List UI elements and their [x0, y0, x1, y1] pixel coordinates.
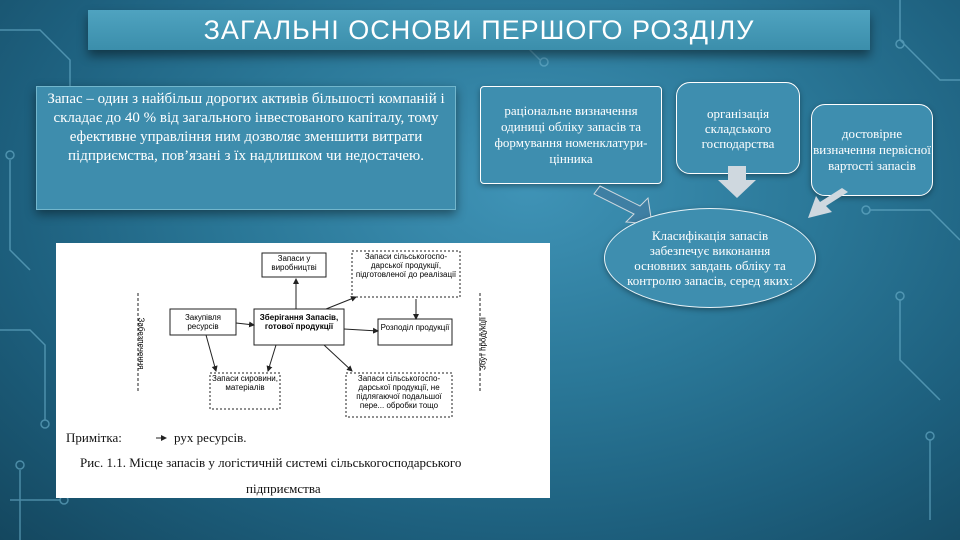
node-purchase: Закупівля ресурсів — [184, 313, 222, 331]
side-label-supply: Забезпечення — [136, 317, 146, 370]
logistics-figure — [56, 243, 550, 498]
node-storage: Зберігання Запасів, готової продукції — [259, 313, 339, 331]
node-stocks-for-sale: Запаси сільськогоспо-дарської продукції, підготовленої до реалізації — [355, 252, 457, 279]
node-raw-materials: Запаси сировини, матеріалів — [212, 374, 278, 392]
figure-caption-line2: підприємства — [246, 481, 321, 496]
slide-title: ЗАГАЛЬНІ ОСНОВИ ПЕРШОГО РОЗДІЛУ — [88, 10, 870, 50]
figure-note-text: рух ресурсів. — [174, 430, 247, 445]
task-card-label: раціональне визначення одиниці обліку запасів та формування номенклатури-цінника — [494, 103, 648, 166]
node-distribution: Розподіл продукції — [380, 323, 450, 332]
node-ag-stocks: Запаси сільськогоспо-дарської продукції, не підлягаючої подальшої пере... обробки тощо — [356, 374, 442, 410]
task-card-label: організація складського господарства — [701, 105, 775, 151]
node-production: Запаси у виробництві — [271, 254, 317, 272]
classification-text: Класифікація запасів забезпечує виконання основних завдань обліку та контролю запасів, серед яких: — [627, 228, 793, 288]
task-card-label: достовірне визначення первісної вартості запасів — [813, 126, 931, 173]
figure-note-label: Примітка: — [66, 430, 122, 445]
side-label-sales: Збут продукції — [478, 317, 488, 370]
classification-ellipse — [604, 208, 816, 308]
arrow-from-card3 — [808, 188, 848, 218]
figure-caption: Рис. 1.1. Місце запасів у логістичній системі сільськогосподарського — [80, 455, 462, 470]
arrow-from-card2 — [718, 166, 756, 198]
intro-text: Запас – один з найбільш дорогих активів більшості компаній і складає до 40 % від загального інвестованого капіталу, тому ефективне управління ним дозволяє зменшити витрати підприємства, пов’язані з їх надлишком чи недостачею. — [47, 91, 445, 164]
